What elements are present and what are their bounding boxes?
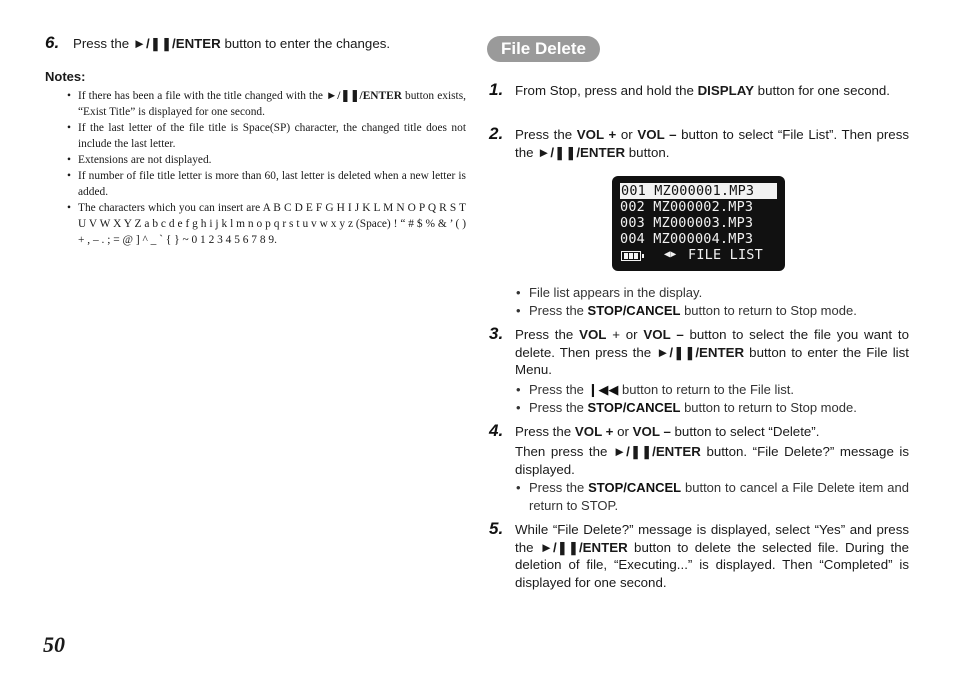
lcd-line: 004 MZ000004.MP3 (620, 231, 754, 247)
step-1-number: 1. (489, 80, 504, 99)
lcd-line: 002 MZ000002.MP3 (620, 199, 754, 215)
step-3-bullet: • Press the ❙◀◀ button to return to the File list. (515, 381, 909, 399)
note-item: • If number of file title letter is more than 60, last letter is deleted when a new letter is added. (67, 168, 466, 200)
lcd-footer-label: FILE LIST (688, 247, 763, 263)
section-title-file-delete: File Delete (487, 36, 600, 62)
lcd-file-list-display (612, 176, 785, 271)
step-4-bullet: • Press the STOP/CANCEL button to cancel a File Delete item and return to STOP. (515, 479, 909, 514)
step-2-bullet: • File list appears in the display. (515, 284, 909, 302)
note-item: • If the last letter of the file title is Space(SP) character, the changed title does not include the last letter. (67, 120, 466, 152)
step-2-bullet: • Press the STOP/CANCEL button to return to Stop mode. (515, 302, 909, 320)
step-2-number: 2. (489, 124, 504, 143)
step-3-text: Press the VOL + or VOL – button to select the file you want to delete. Then press the ►/❚❚/ENTER button to enter the File list Menu. (515, 327, 910, 377)
battery-icon (621, 251, 641, 261)
skip-back-icon: ❙◀◀ (587, 382, 619, 397)
step-4-number: 4. (489, 421, 504, 440)
step-3-number: 3. (489, 324, 504, 343)
step-5-text: While “File Delete?” message is displayed, select “Yes” and press the ►/❚❚/ENTER button to delete the selected file. During the deletion of file, “Executing...” is displayed. Then “Completed” is displayed for one second. (515, 522, 909, 590)
note-item: • The characters which you can insert are A B C D E F G H I J K L M N O P Q R S T U V W X Y Z a b c d e f g h i j k l m n o p q r s t u v w x y z (Space) ! “ # $ % & ’ ( ) + , – . ; = @ ] ^ _ ` { } ~ 0 1 2 3 4 5 6 7 8 9. (67, 200, 466, 248)
step-2-text: Press the VOL + or VOL – button to select “File List”. Then press the ►/❚❚/ENTER button. (515, 127, 910, 160)
note-item: • Extensions are not displayed. (67, 152, 466, 168)
step-3-bullet: • Press the STOP/CANCEL button to return to Stop mode. (515, 399, 909, 417)
notes-heading: Notes: (45, 69, 86, 84)
step-4-text: Press the VOL + or VOL – button to select “Delete”. (515, 424, 820, 439)
step-6-text: Press the ►/❚❚/ENTER button to enter the changes. (73, 36, 391, 51)
step-6-number: 6. (45, 33, 60, 52)
step-5-number: 5. (489, 519, 504, 538)
notes-list (67, 88, 466, 248)
note-item: • If there has been a file with the title changed with the ►/❚❚/ENTER button exists, “Exist Title” is displayed for one second. (67, 88, 466, 120)
lcd-line: 003 MZ000003.MP3 (620, 215, 754, 231)
step-1-text: From Stop, press and hold the DISPLAY button for one second. (515, 83, 891, 98)
step-4-continuation: Then press the ►/❚❚/ENTER button. “File Delete?” message is displayed. (515, 444, 910, 477)
lcd-line-selected: 001 MZ000001.MP3 (620, 183, 777, 199)
page-number: 50 (43, 632, 65, 657)
up-down-arrows-icon: ◀▶ (664, 249, 677, 260)
